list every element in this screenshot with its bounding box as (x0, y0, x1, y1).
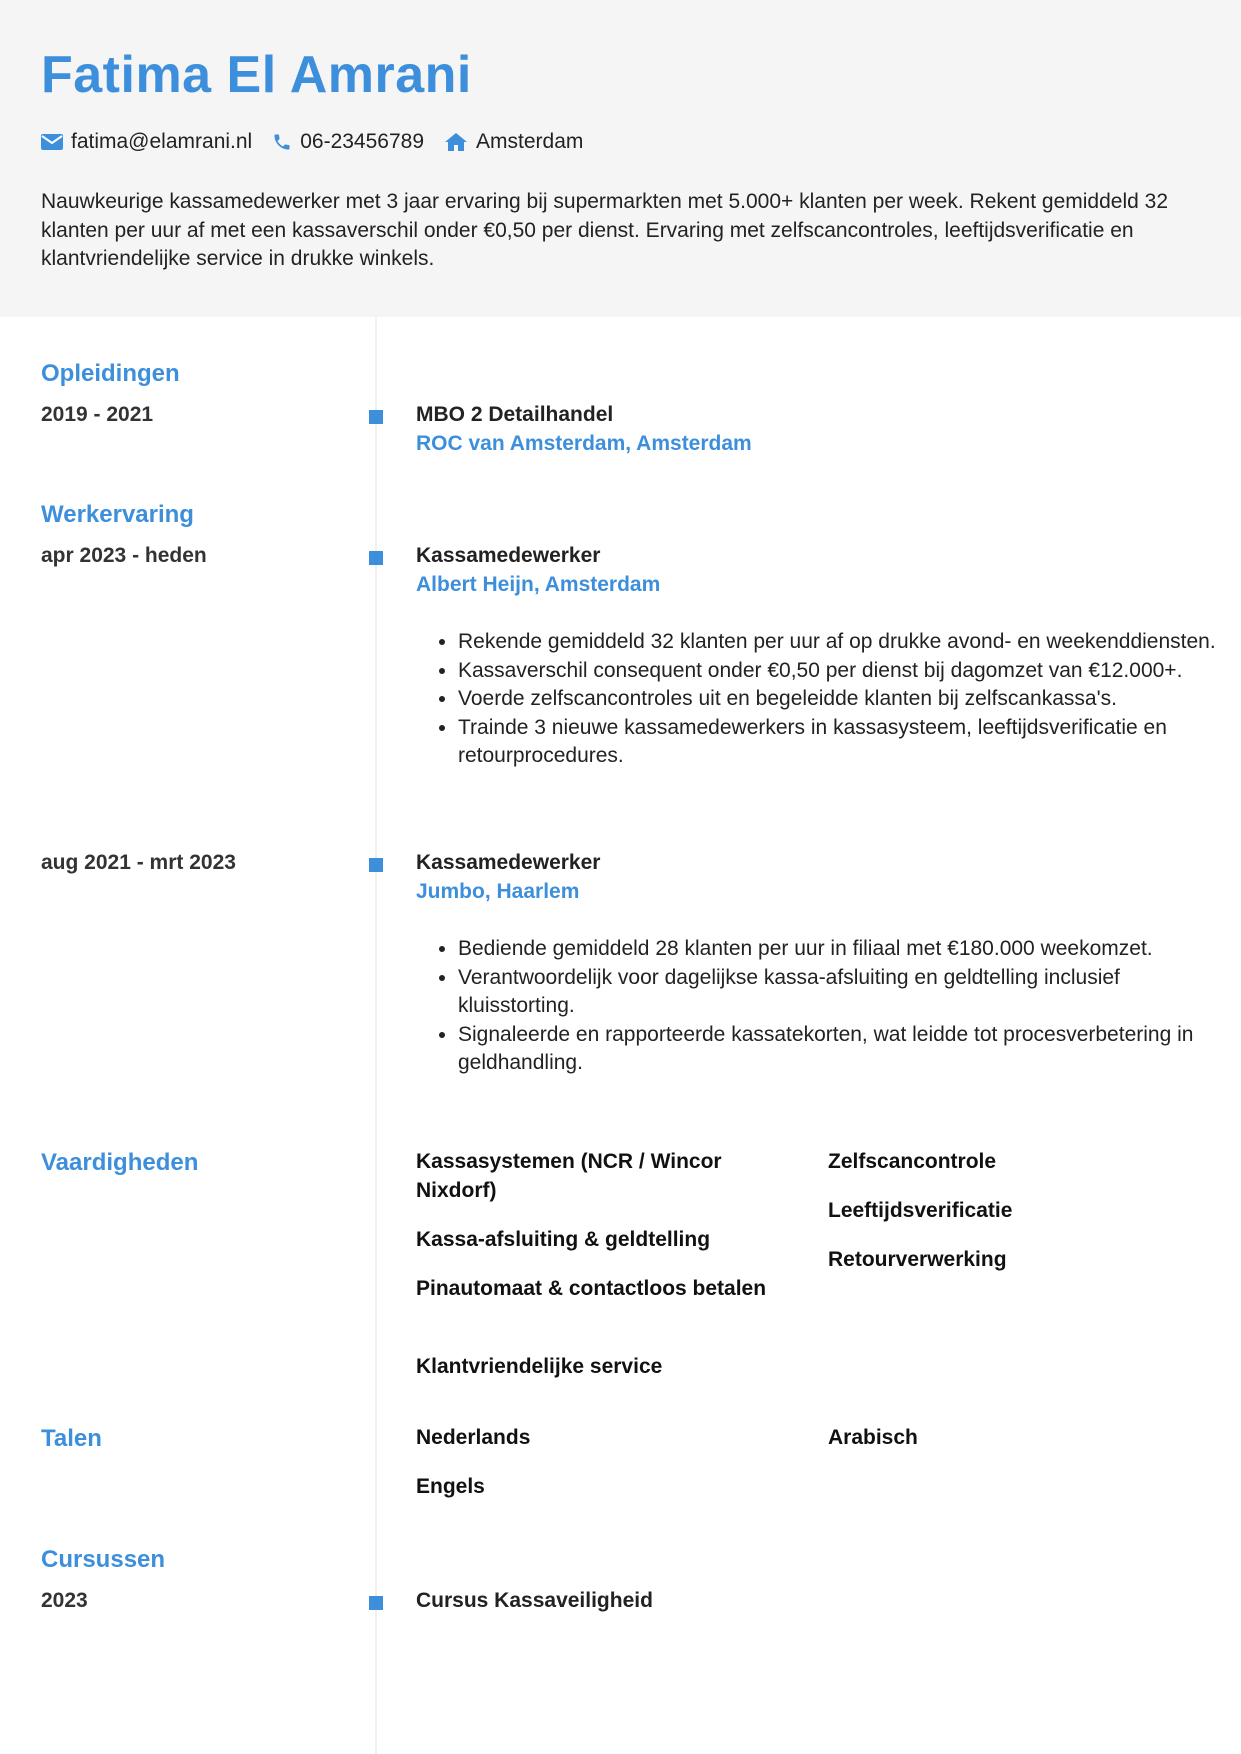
bullet-item: • Verantwoordelijk voor dagelijkse kassa-afsluiting en geldtelling inclusief kluisstorting. (458, 964, 1238, 1021)
phone-text: 06-23456789 (300, 130, 425, 153)
timeline-marker (369, 858, 383, 872)
language-item: Engels (416, 1475, 485, 1498)
education-title: MBO 2 Detailhandel (416, 403, 614, 426)
profile-summary: Nauwkeurige kassamedewerker met 3 jaar ervaring bij supermarkten met 5.000+ klanten per week. Rekent gemiddeld 32 klanten per uur af met een kassaverschil onder €0,50 per dienst. Ervaring met zelfscancontroles, leeftijdsverificatie en klantvriendelijke service in drukke winkels. (41, 190, 1168, 270)
phone-icon (272, 132, 292, 152)
job-company: Albert Heijn, Amsterdam (416, 573, 661, 596)
email-text: fatima@elamrani.nl (71, 130, 253, 153)
header (0, 0, 1241, 317)
timeline-marker (369, 1596, 383, 1610)
section-title-education: Opleidingen (41, 360, 180, 387)
home-icon (444, 132, 468, 152)
bullet-item: • Kassaverschil consequent onder €0,50 per dienst bij dagomzet van €12.000+. (458, 657, 1238, 686)
skill-item: Zelfscancontrole (828, 1150, 997, 1173)
job-bullets (416, 935, 1238, 1078)
skill-item: Leeftijdsverificatie (828, 1199, 1013, 1222)
bullet-item: • Rekende gemiddeld 32 klanten per uur af op drukke avond- en weekenddiensten. (458, 628, 1238, 657)
job-date: aug 2021 - mrt 2023 (41, 851, 236, 874)
language-item: Arabisch (828, 1426, 918, 1449)
job-title: Kassamedewerker (416, 851, 601, 874)
job-date: apr 2023 - heden (41, 544, 207, 567)
skill-item: Klantvriendelijke service (416, 1355, 663, 1378)
timeline-divider (375, 317, 377, 1754)
location-text: Amsterdam (476, 130, 584, 153)
envelope-icon (41, 134, 63, 150)
contact-phone (272, 130, 424, 154)
candidate-name: Fatima El Amrani (41, 46, 472, 104)
skill-item: Retourverwerking (828, 1248, 1007, 1271)
education-institution: ROC van Amsterdam, Amsterdam (416, 432, 752, 455)
job-bullets (416, 628, 1238, 771)
section-title-courses: Cursussen (41, 1546, 166, 1573)
skill-item: Pinautomaat & contactloos betalen (416, 1277, 767, 1300)
timeline-marker (369, 551, 383, 565)
section-title-experience: Werkervaring (41, 501, 194, 528)
course-date: 2023 (41, 1589, 88, 1612)
job-title: Kassamedewerker (416, 544, 601, 567)
education-date: 2019 - 2021 (41, 403, 154, 426)
section-title-skills: Vaardigheden (41, 1149, 199, 1176)
skill-item: Kassa-afsluiting & geldtelling (416, 1228, 711, 1251)
contact-email (41, 130, 252, 154)
language-item: Nederlands (416, 1426, 531, 1449)
course-title: Cursus Kassaveiligheid (416, 1589, 653, 1612)
section-title-languages: Talen (41, 1425, 102, 1452)
contact-location (444, 130, 583, 154)
skill-item: Kassasystemen (NCR / Wincor Nixdorf) (416, 1150, 722, 1202)
bullet-item: • Voerde zelfscancontroles uit en begeleidde klanten bij zelfscankassa's. (458, 685, 1238, 714)
bullet-item: • Bediende gemiddeld 28 klanten per uur in filiaal met €180.000 weekomzet. (458, 935, 1238, 964)
bullet-item: • Trainde 3 nieuwe kassamedewerkers in kassasysteem, leeftijdsverificatie en retourprocedures. (458, 714, 1238, 771)
job-company: Jumbo, Haarlem (416, 880, 580, 903)
bullet-item: • Signaleerde en rapporteerde kassatekorten, wat leidde tot procesverbetering in geldhandling. (458, 1021, 1238, 1078)
contact-info (41, 128, 603, 156)
timeline-marker (369, 410, 383, 424)
